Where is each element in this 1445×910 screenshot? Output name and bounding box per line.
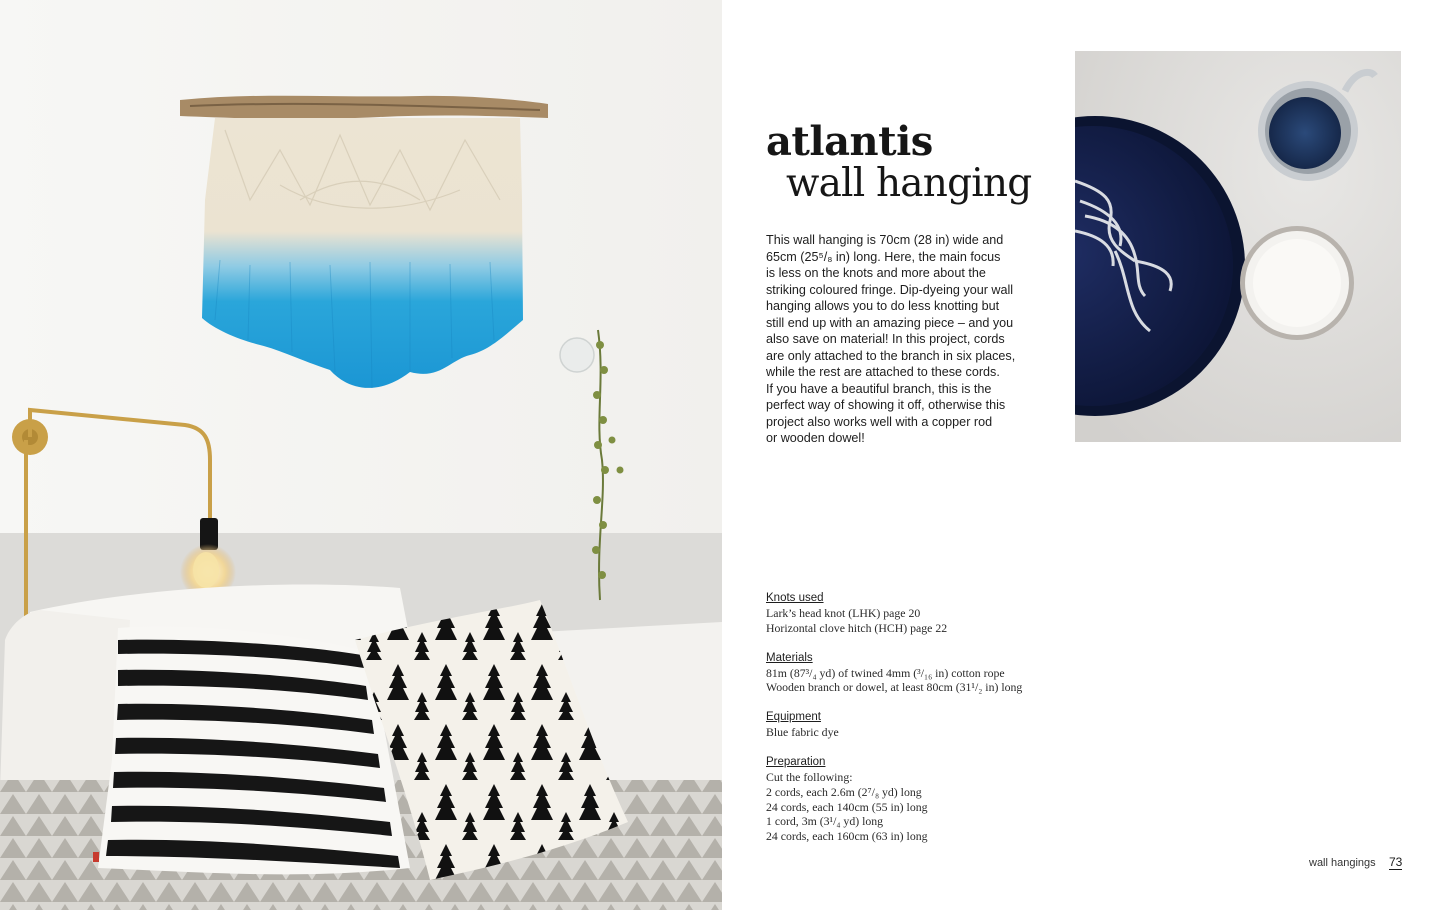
knot-item: Lark’s head knot (LHK) page 20	[766, 606, 921, 620]
materials-heading: Materials	[766, 651, 813, 664]
project-specs	[766, 591, 1066, 859]
intro-line: hanging allows you to do less knotting but	[766, 299, 1000, 313]
intro-line: or wooden dowel!	[766, 431, 865, 445]
preparation-item: 1 cord, 3m (3¹/₄ yd) long	[766, 814, 884, 829]
preparation-heading: Preparation	[766, 755, 826, 768]
intro-paragraph	[766, 232, 1032, 447]
equipment-section	[766, 710, 1066, 740]
intro-line: is less on the knots and more about the	[766, 266, 986, 280]
intro-line: project also works well with a copper rod	[766, 414, 993, 429]
intro-line: 65cm (25⁵/₈ in) long. Here, the main focus	[766, 249, 1001, 264]
interior-illustration	[0, 0, 722, 910]
page-number: 73	[1389, 855, 1403, 869]
preparation-item: Cut the following:	[766, 769, 853, 784]
material-item: 81m (87³/₄ yd) of twined 4mm (³/₁₆ in) cotton rope	[766, 665, 1005, 680]
intro-line: still end up with an amazing piece – and you	[766, 315, 1014, 330]
dye-bowls-illustration	[1075, 51, 1401, 442]
preparation-item: 24 cords, each 160cm (63 in) long	[766, 829, 928, 844]
interior-photo	[0, 0, 722, 910]
intro-line: This wall hanging is 70cm (28 in) wide and	[766, 233, 1004, 247]
running-footer-section: wall hangings	[1309, 857, 1376, 869]
intro-line: while the rest are attached to these cords.	[766, 365, 1000, 379]
preparation-section	[766, 755, 1066, 844]
intro-line: are only attached to the branch in six places,	[766, 348, 1016, 363]
preparation-item: 2 cords, each 2.6m (2⁷/₈ yd) long	[766, 784, 922, 799]
material-item: Wooden branch or dowel, at least 80cm (31¹/₂ in) long	[766, 680, 1023, 695]
page-title-secondary: wall hanging	[786, 161, 1032, 206]
dye-bowls-photo	[1075, 51, 1401, 442]
page-title-primary: atlantis	[766, 118, 933, 165]
materials-section	[766, 651, 1066, 696]
knot-item: Horizontal clove hitch (HCH) page 22	[766, 620, 948, 635]
equipment-item: Blue fabric dye	[766, 725, 839, 740]
intro-line: also save on material! In this project, cords	[766, 332, 1005, 346]
intro-line: If you have a beautiful branch, this is the	[766, 381, 992, 396]
intro-line: striking coloured fringe. Dip-dyeing your wall	[766, 282, 1014, 297]
knots-used-heading: Knots used	[766, 592, 824, 604]
equipment-heading: Equipment	[766, 711, 821, 724]
intro-line: perfect way of showing it off, otherwise this	[766, 398, 1006, 412]
preparation-item: 24 cords, each 140cm (55 in) long	[766, 799, 928, 814]
knots-used-section	[766, 591, 1066, 636]
